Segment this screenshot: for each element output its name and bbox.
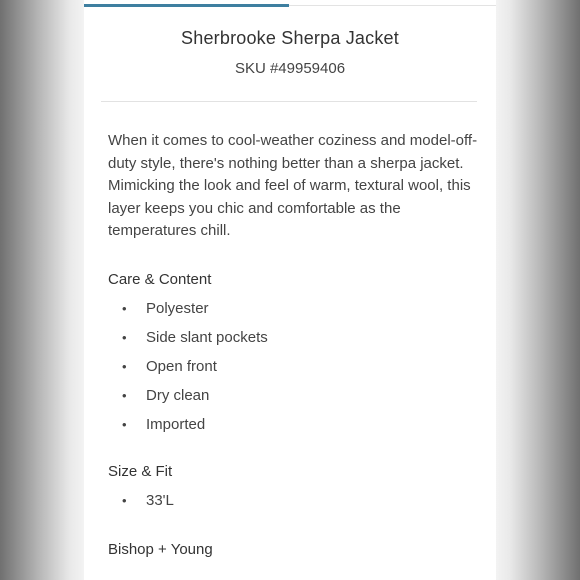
size-fit-heading: Size & Fit [108, 463, 173, 480]
bullet-icon: • [122, 417, 127, 432]
bullet-icon: • [122, 359, 127, 374]
list-item-label: Dry clean [146, 387, 210, 404]
bullet-icon: • [122, 493, 127, 508]
list-item-label: Imported [146, 416, 206, 433]
list-item [84, 329, 496, 358]
active-tab-indicator[interactable] [84, 4, 289, 7]
brand-name: Bishop + Young [108, 541, 213, 558]
size-fit-list [84, 492, 496, 521]
care-content-list [84, 300, 496, 445]
list-item [84, 300, 496, 329]
product-sku: SKU #49959406 [234, 60, 346, 77]
care-content-heading: Care & Content [108, 271, 212, 288]
bullet-icon: • [122, 330, 127, 345]
tab-track [289, 5, 496, 6]
list-item [84, 358, 496, 387]
bullet-icon: • [122, 301, 127, 316]
list-item-label: 33'L [146, 492, 174, 509]
list-item [84, 492, 496, 521]
list-item-label: Polyester [146, 300, 209, 317]
divider [101, 101, 477, 102]
list-item [84, 416, 496, 445]
bullet-icon: • [122, 388, 127, 403]
list-item-label: Open front [146, 358, 217, 375]
product-details-panel [84, 0, 496, 580]
product-title: Sherbrooke Sherpa Jacket [181, 28, 399, 48]
list-item [84, 387, 496, 416]
product-description: When it comes to cool-weather coziness and model-off-duty style, there's nothing better than a sherpa jacket. Mimicking the look and feel of warm, textural wool, this layer keeps you chic and comfortable as the temperatures chill. [108, 132, 478, 239]
list-item-label: Side slant pockets [146, 329, 268, 346]
